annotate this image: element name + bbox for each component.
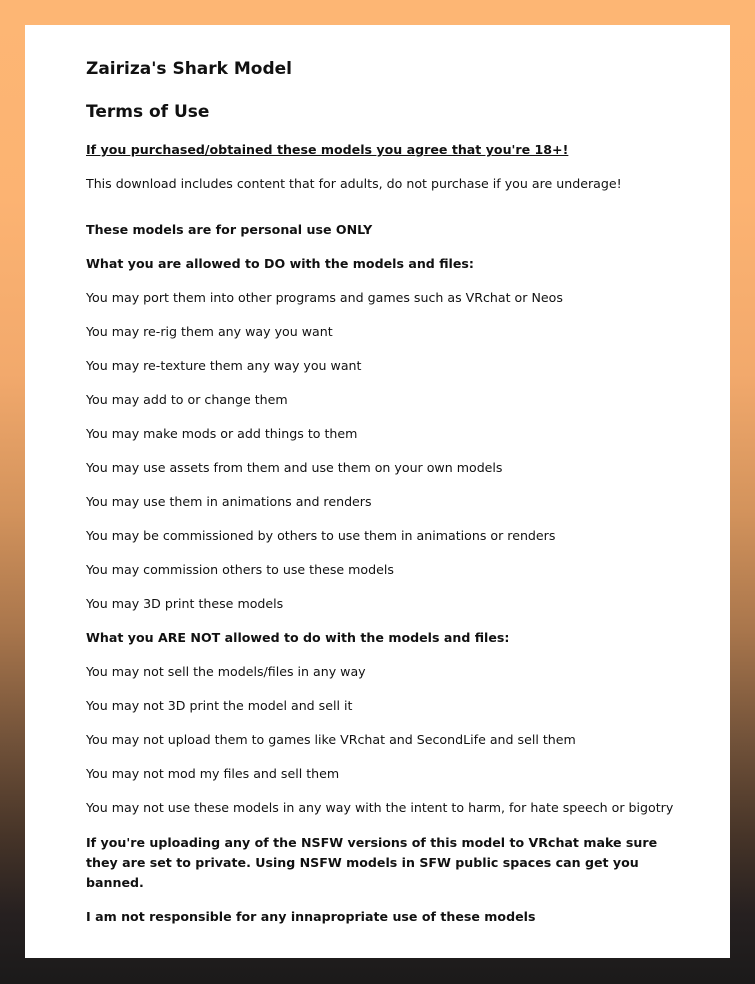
allowed-item: You may be commissioned by others to use them in animations or renders: [86, 528, 556, 543]
not-allowed-item: You may not upload them to games like VRchat and SecondLife and sell them: [86, 732, 576, 747]
not-allowed-item: You may not 3D print the model and sell it: [86, 698, 353, 713]
terms-heading: Terms of Use: [86, 102, 210, 122]
not-allowed-item: You may not sell the models/files in any way: [86, 664, 366, 679]
allowed-heading: What you are allowed to DO with the models and files:: [86, 256, 474, 271]
allowed-item: You may commission others to use these models: [86, 562, 394, 577]
allowed-item: You may add to or change them: [86, 392, 288, 407]
allowed-item: You may use assets from them and use them on your own models: [86, 460, 503, 475]
adult-warning: This download includes content that for adults, do not purchase if you are underage!: [86, 176, 622, 191]
personal-use-notice: These models are for personal use ONLY: [86, 222, 373, 237]
disclaimer: I am not responsible for any innapropriate use of these models: [86, 909, 536, 924]
terms-document: [86, 56, 676, 927]
not-allowed-item: You may not use these models in any way with the intent to harm, for hate speech or bigotry: [86, 800, 674, 815]
allowed-list: [86, 288, 676, 614]
allowed-item: You may re-rig them any way you want: [86, 324, 333, 339]
not-allowed-heading: What you ARE NOT allowed to do with the models and files:: [86, 630, 510, 645]
document-page: [25, 25, 730, 958]
allowed-item: You may port them into other programs and games such as VRchat or Neos: [86, 290, 563, 305]
document-title: Zairiza's Shark Model: [86, 59, 292, 79]
not-allowed-list: [86, 662, 676, 818]
allowed-item: You may 3D print these models: [86, 596, 284, 611]
allowed-item: You may re-texture them any way you want: [86, 358, 362, 373]
not-allowed-item: You may not mod my files and sell them: [86, 766, 340, 781]
age-notice: If you purchased/obtained these models you agree that you're 18+!: [86, 142, 569, 157]
nsfw-notice: If you're uploading any of the NSFW versions of this model to VRchat make sure they are set to private. Using NSFW models in SFW public spaces can get you banned.: [86, 835, 658, 890]
allowed-item: You may make mods or add things to them: [86, 426, 358, 441]
allowed-item: You may use them in animations and renders: [86, 494, 372, 509]
